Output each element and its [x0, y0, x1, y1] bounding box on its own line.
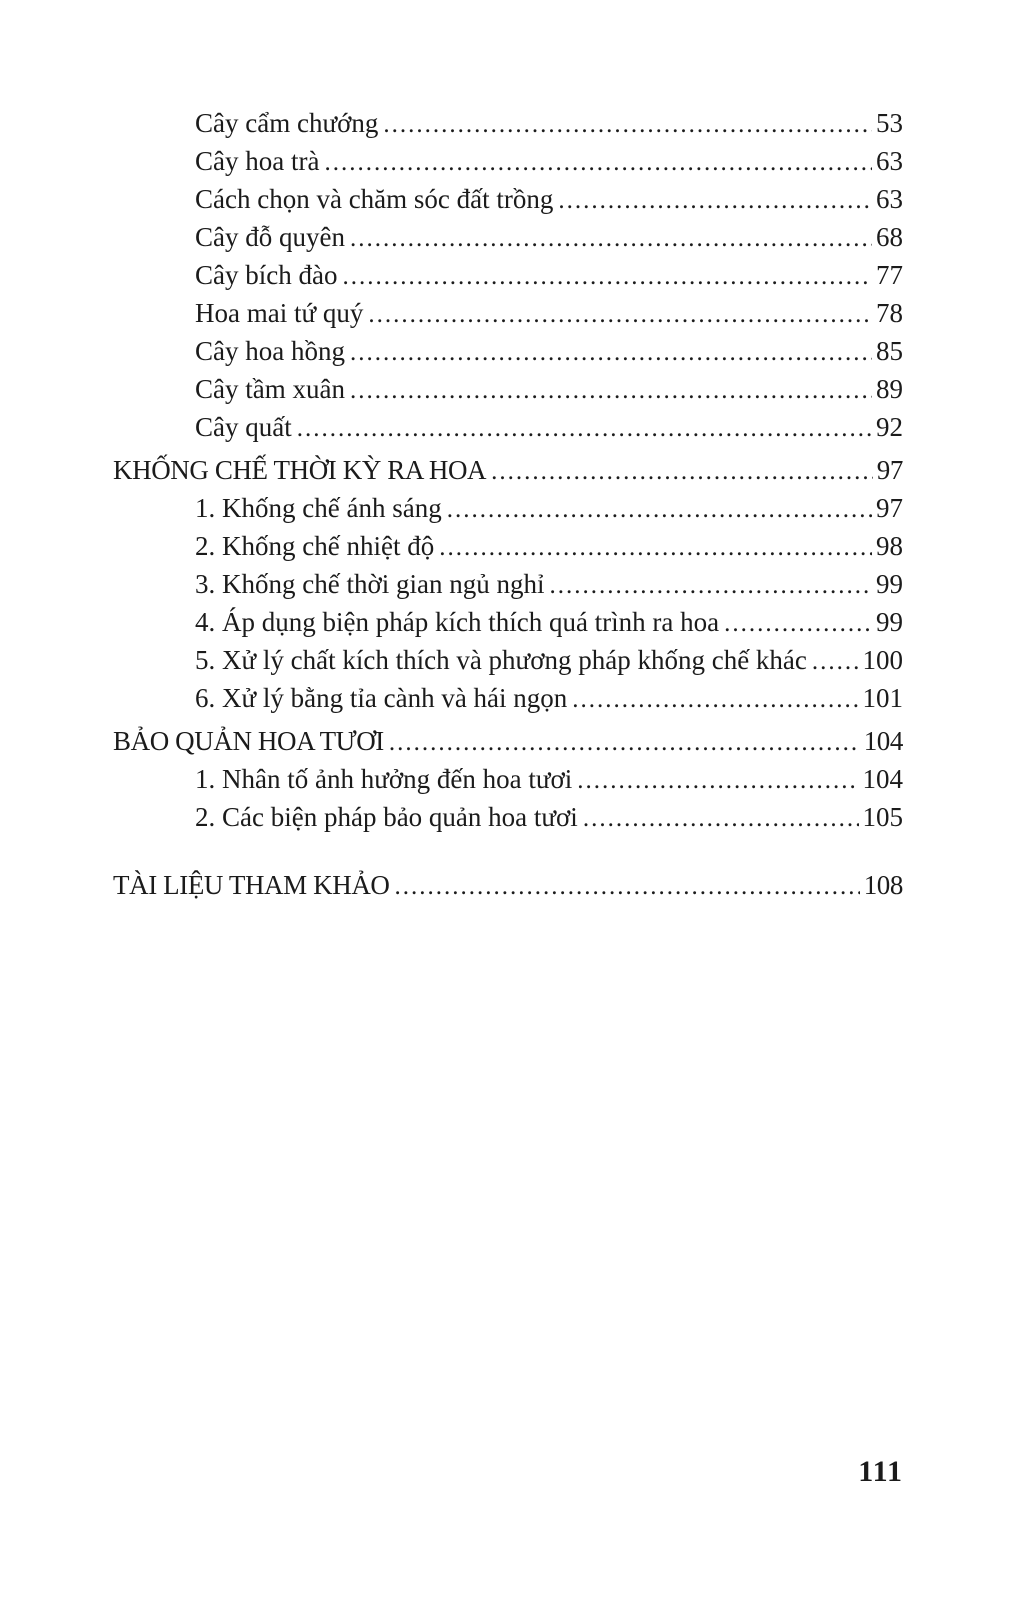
leader-dots — [297, 409, 872, 447]
toc-entry-page-number: 108 — [863, 870, 903, 900]
toc-entry-label: Cây quất — [195, 412, 292, 442]
toc-entry-page-number: 63 — [876, 146, 903, 176]
toc-entry-label: Cây bích đào — [195, 260, 338, 290]
toc-entry-page-number: 97 — [876, 455, 903, 485]
toc-entry-page-number: 77 — [876, 260, 903, 290]
toc-entry-label: TÀI LIỆU THAM KHẢO — [113, 870, 390, 900]
toc-entry — [113, 257, 903, 295]
leader-dots — [350, 219, 872, 257]
toc-entry-page-number: 99 — [876, 569, 903, 599]
leader-dots — [350, 333, 872, 371]
toc-entry-page-number: 85 — [876, 336, 903, 366]
toc-entry-page-number: 98 — [876, 531, 903, 561]
toc-entry-page-number: 63 — [876, 184, 903, 214]
leader-dots — [491, 452, 873, 490]
toc-entry — [113, 680, 903, 718]
leader-dots — [549, 566, 872, 604]
toc-entry-label: 4. Áp dụng biện pháp kích thích quá trình ra hoa — [195, 607, 720, 637]
toc-entry — [113, 490, 903, 528]
leader-dots — [383, 105, 872, 143]
toc-entry — [113, 371, 903, 409]
leader-dots — [558, 181, 872, 219]
toc-section-heading — [113, 867, 903, 905]
toc-entry — [113, 409, 903, 447]
leader-dots — [439, 528, 872, 566]
toc-entry-label: 1. Khống chế ánh sáng — [195, 493, 442, 523]
toc-entry-label: Cây hoa trà — [195, 146, 320, 176]
toc-entry-label: Cây hoa hồng — [195, 336, 345, 366]
leader-dots — [583, 799, 859, 837]
toc-entry — [113, 105, 903, 143]
toc-entry-label: Cây cẩm chướng — [195, 108, 379, 138]
toc-entry-label: KHỐNG CHẾ THỜI KỲ RA HOA — [113, 455, 487, 485]
toc-section-heading — [113, 723, 903, 761]
toc-entry-page-number: 92 — [876, 412, 903, 442]
toc-entry-page-number: 100 — [862, 645, 903, 675]
toc-entry-label: Cây tầm xuân — [195, 374, 345, 404]
table-of-contents — [113, 105, 903, 905]
toc-entry — [113, 528, 903, 566]
toc-entry-page-number: 68 — [876, 222, 903, 252]
toc-entry-page-number: 97 — [876, 493, 903, 523]
toc-entry-page-number: 104 — [863, 726, 903, 756]
toc-entry-label: 3. Khống chế thời gian ngủ nghỉ — [195, 569, 545, 599]
leader-dots — [572, 680, 858, 718]
toc-entry — [113, 295, 903, 333]
toc-entry-page-number: 105 — [862, 802, 903, 832]
toc-entry-page-number: 104 — [862, 764, 903, 794]
leader-dots — [447, 490, 872, 528]
leader-dots — [724, 604, 872, 642]
toc-entry-page-number: 89 — [876, 374, 903, 404]
toc-entry-label: 2. Khống chế nhiệt độ — [195, 531, 435, 561]
toc-entry — [113, 566, 903, 604]
toc-section-heading — [113, 452, 903, 490]
toc-entry — [113, 333, 903, 371]
leader-dots — [350, 371, 872, 409]
toc-entry — [113, 799, 903, 837]
leader-dots — [342, 257, 872, 295]
toc-entry-page-number: 53 — [876, 108, 903, 138]
toc-entry-label: 2. Các biện pháp bảo quản hoa tươi — [195, 802, 578, 832]
leader-dots — [389, 723, 860, 761]
toc-entry — [113, 761, 903, 799]
toc-entry-page-number: 101 — [862, 683, 903, 713]
toc-entry — [113, 143, 903, 181]
toc-entry-label: Hoa mai tứ quý — [195, 298, 364, 328]
page-number-footer: 111 — [858, 1455, 903, 1488]
leader-dots — [368, 295, 872, 333]
toc-entry — [113, 181, 903, 219]
toc-entry-page-number: 99 — [876, 607, 903, 637]
toc-entry — [113, 219, 903, 257]
leader-dots — [812, 642, 859, 680]
toc-entry-label: 1. Nhân tố ảnh hưởng đến hoa tươi — [195, 764, 573, 794]
toc-entry — [113, 642, 903, 680]
toc-entry-page-number: 78 — [876, 298, 903, 328]
toc-entry-label: Cây đỗ quyên — [195, 222, 345, 252]
toc-entry-label: 5. Xử lý chất kích thích và phương pháp khống chế khác — [195, 645, 807, 675]
leader-dots — [324, 143, 872, 181]
toc-entry-label: 6. Xử lý bằng tỉa cành và hái ngọn — [195, 683, 568, 713]
toc-entry-label: Cách chọn và chăm sóc đất trồng — [195, 184, 554, 214]
leader-dots — [577, 761, 858, 799]
toc-entry — [113, 604, 903, 642]
leader-dots — [395, 867, 860, 905]
toc-entry-label: BẢO QUẢN HOA TƯƠI — [113, 726, 384, 756]
